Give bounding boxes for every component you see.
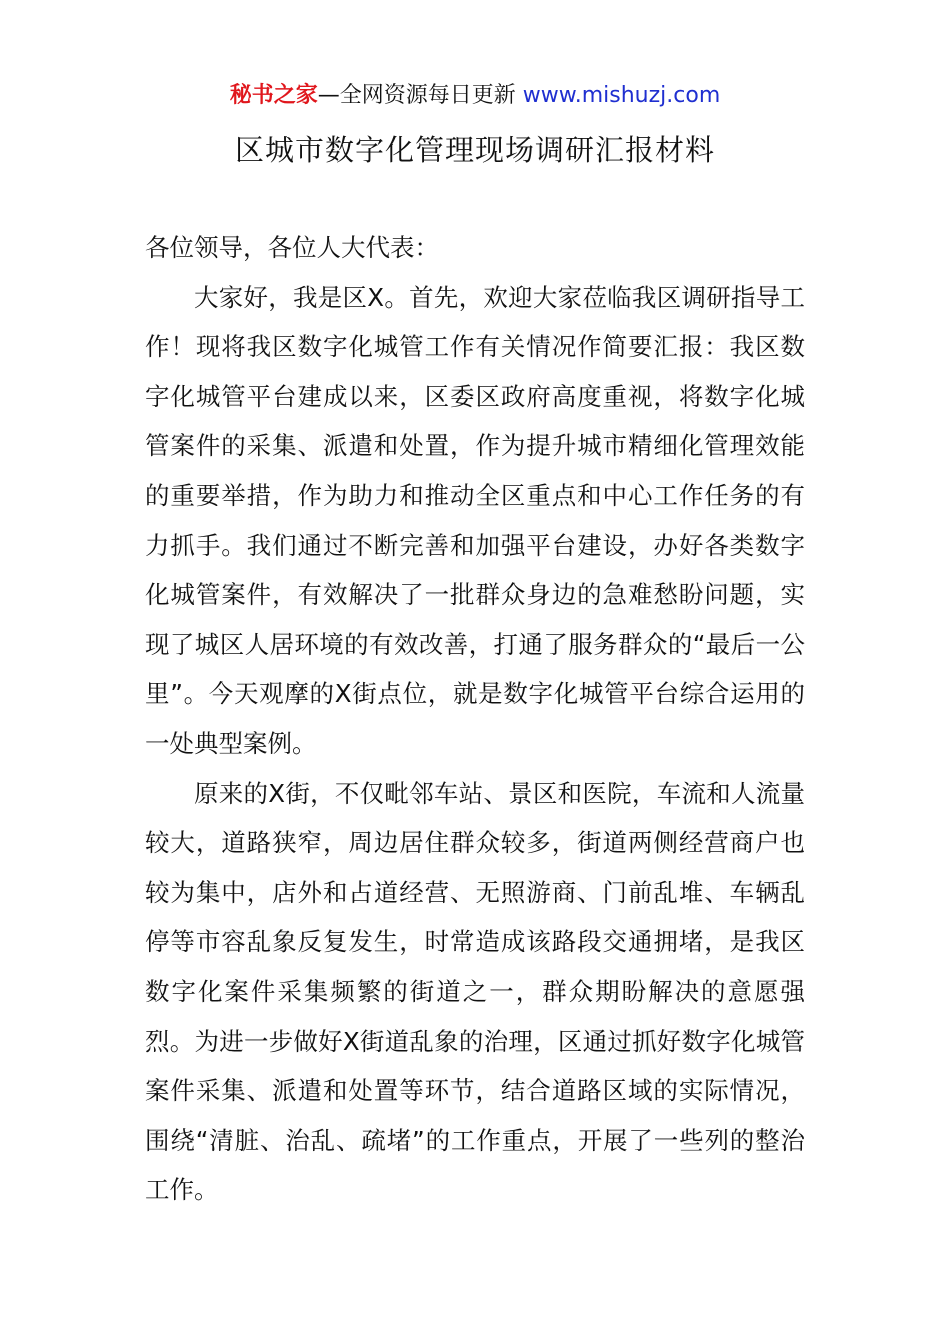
header-tagline: —全网资源每日更新 (317, 83, 516, 108)
paragraph-2: 原来的X街，不仅毗邻车站、景区和医院，车流和人流量较大，道路狭窄，周边居住群众较多，街道两侧经营商户也较为集中，店外和占道经营、无照游商、门前乱堆、车辆乱停等市容乱象反复发生，时常造成该路段交通拥堵，是我区数字化案件采集频繁的街道之一，群众期盼解决的意愿强烈。为进一步做好X街道乱象的治理，区通过抓好数字化城管案件采集、派遣和处置等环节，结合道路区域的实际情况，围绕“清脏、治乱、疏堵”的工作重点，开展了一些列的整治工作。 (145, 778, 805, 1205)
document-title: 区城市数字化管理现场调研汇报材料 (234, 133, 715, 167)
document-body (145, 223, 805, 1215)
paragraph-1: 大家好，我是区X。首先，欢迎大家莅临我区调研指导工作！现将我区数字化城管工作有关情况作简要汇报：我区数字化城管平台建成以来，区委区政府高度重视，将数字化城管案件的采集、派遣和处置，作为提升城市精细化管理效能的重要举措，作为助力和推动全区重点和中心工作任务的有力抓手。我们通过不断完善和加强平台建设，办好各类数字化城管案件，有效解决了一批群众身边的急难愁盼问题，实现了城区人居环境的有效改善，打通了服务群众的“最后一公里”。今天观摩的X街点位，就是数字化城管平台综合运用的一处典型案例。 (145, 282, 805, 758)
site-url-link[interactable]: www.mishuzj.com (522, 83, 721, 108)
salutation: 各位领导，各位人大代表： (145, 233, 439, 262)
site-header (0, 80, 950, 112)
brand-name: 秘书之家 (229, 83, 318, 108)
